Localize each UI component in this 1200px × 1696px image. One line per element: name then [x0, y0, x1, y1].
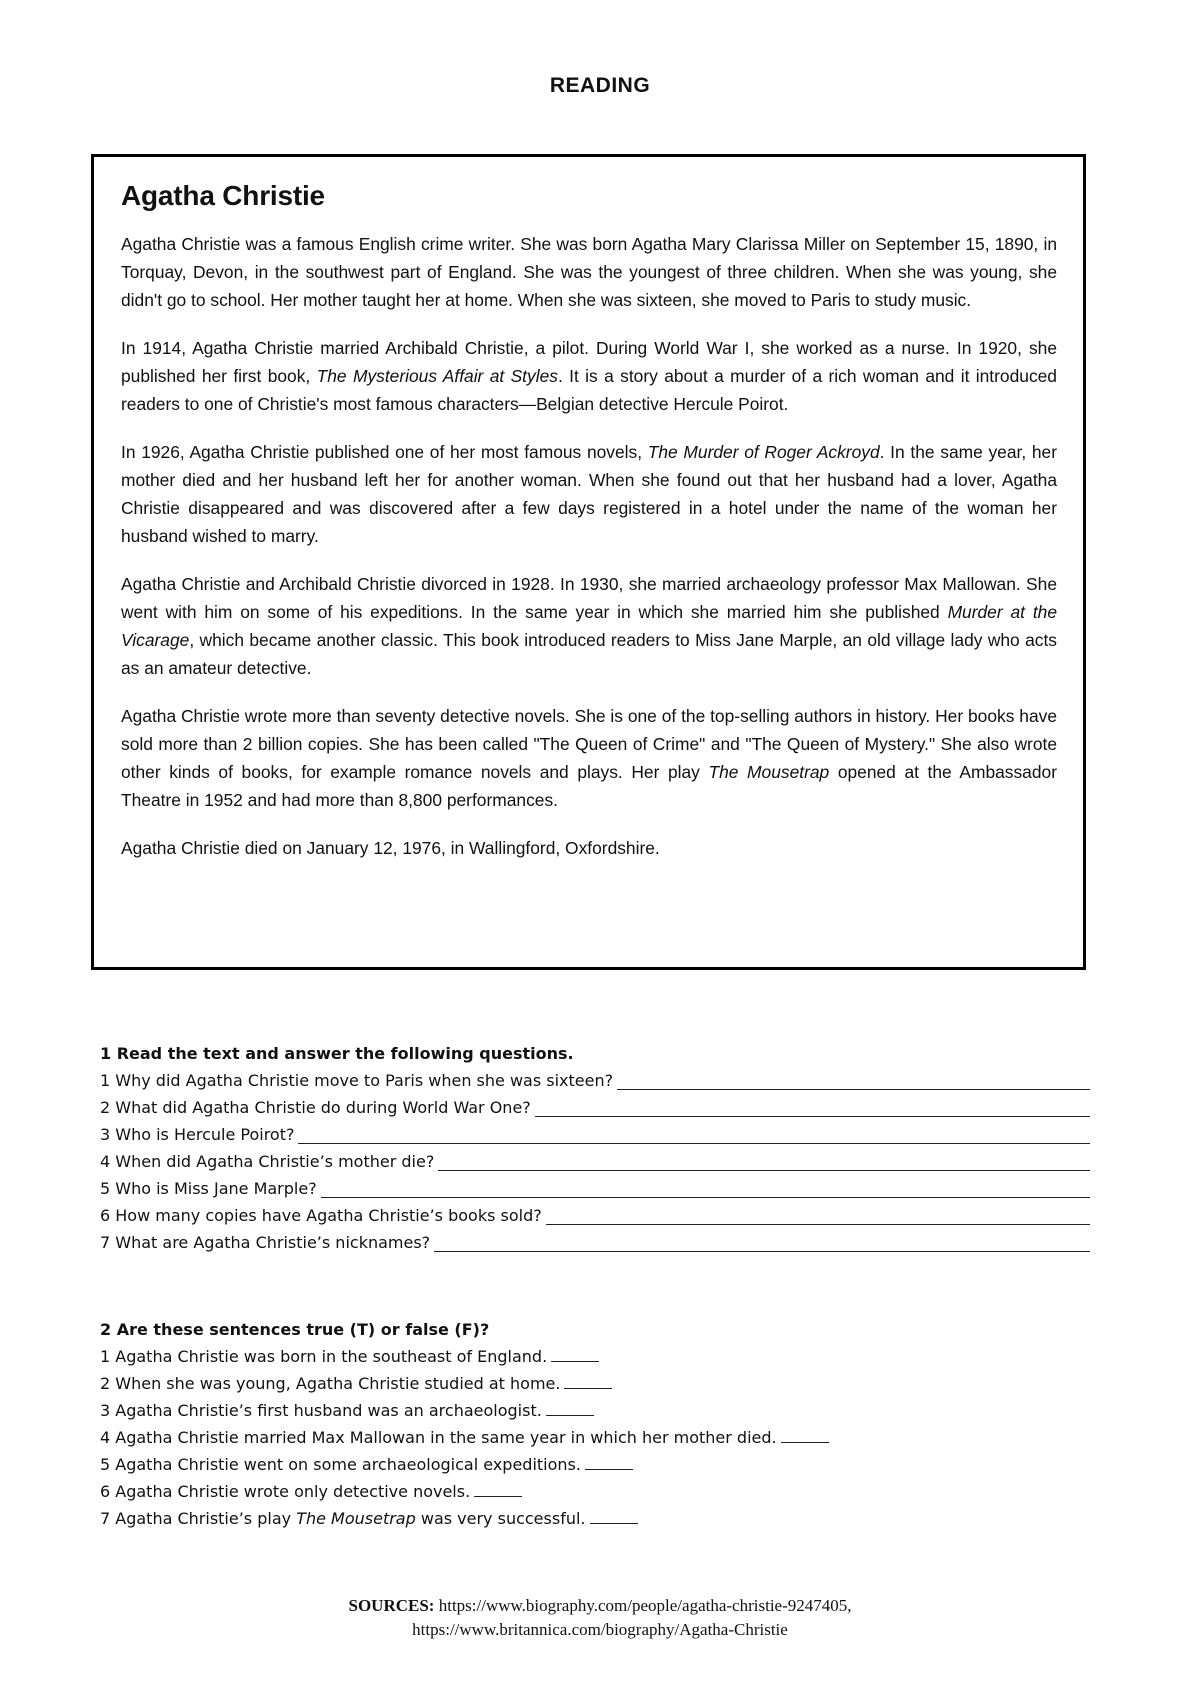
book-title: The Mysterious Affair at Styles	[316, 366, 558, 386]
statement-item: 6 Agatha Christie wrote only detective novels.	[100, 1478, 1090, 1505]
answer-blank[interactable]	[551, 1346, 599, 1362]
answer-line[interactable]	[321, 1178, 1090, 1198]
answer-line[interactable]	[434, 1232, 1090, 1252]
page-title: READING	[549, 74, 651, 97]
statement-item: 2 When she was young, Agatha Christie studied at home.	[100, 1370, 1090, 1397]
source-link-2: https://www.britannica.com/biography/Agatha-Christie	[412, 1620, 788, 1639]
question-item: 1 Why did Agatha Christie move to Paris when she was sixteen?	[100, 1067, 1090, 1094]
answer-blank[interactable]	[474, 1481, 522, 1497]
answer-blank[interactable]	[590, 1508, 638, 1524]
exercise-1-heading: 1 Read the text and answer the following questions.	[100, 1044, 574, 1063]
sources	[0, 1594, 1200, 1642]
book-title: The Murder of Roger Ackroyd	[647, 442, 880, 462]
article-paragraph-3: In 1926, Agatha Christie published one of her most famous novels, The Murder of Roger Ackroyd. In the same year, her mother died and her husband left her for another woman. When she found out that her husband had a lover, Agatha Christie disappeared and was discovered after a few days registered in a hotel under the name of the woman her husband wished to marry.	[121, 442, 1058, 546]
answer-blank[interactable]	[546, 1400, 594, 1416]
answer-blank[interactable]	[564, 1373, 612, 1389]
play-title: The Mousetrap	[296, 1509, 416, 1528]
answer-line[interactable]	[438, 1151, 1090, 1171]
article-title: Agatha Christie	[121, 180, 325, 211]
article-paragraph-4: Agatha Christie and Archibald Christie divorced in 1928. In 1930, she married archaeology professor Max Mallowan. She went with him on some of his expeditions. In the same year in which she married him she published Murder at the Vicarage, which became another classic. This book introduced readers to Miss Jane Marple, an old village lady who acts as an amateur detective.	[121, 574, 1058, 678]
question-item: 5 Who is Miss Jane Marple?	[100, 1175, 1090, 1202]
exercise-1	[100, 1040, 1090, 1256]
source-link-1: https://www.biography.com/people/agatha-christie-9247405,	[434, 1596, 852, 1615]
answer-line[interactable]	[617, 1070, 1090, 1090]
article-paragraph-1: Agatha Christie was a famous English crime writer. She was born Agatha Mary Clarissa Miller on September 15, 1890, in Torquay, Devon, in the southwest part of England. She was the youngest of three children. When she was young, she didn't go to school. Her mother taught her at home. When she was sixteen, she moved to Paris to study music.	[121, 234, 1057, 310]
play-title: The Mousetrap	[708, 762, 830, 782]
book-title: Murder at the Vicarage	[121, 602, 1058, 650]
answer-line[interactable]	[546, 1205, 1090, 1225]
article-paragraph-2: In 1914, Agatha Christie married Archibald Christie, a pilot. During World War I, she worked as a nurse. In 1920, she published her first book, The Mysterious Affair at Styles. It is a story about a murder of a rich woman and it introduced readers to one of Christie's most famous characters—Belgian detective Hercule Poirot.	[121, 338, 1057, 414]
statement-item: 7 Agatha Christie’s play The Mousetrap was very successful.	[100, 1505, 1090, 1532]
answer-blank[interactable]	[585, 1454, 633, 1470]
statement-item: 4 Agatha Christie married Max Mallowan in the same year in which her mother died.	[100, 1424, 1090, 1451]
article-paragraph-6: Agatha Christie died on January 12, 1976, in Wallingford, Oxfordshire.	[121, 838, 660, 858]
reading-text-box	[91, 154, 1086, 970]
sources-label: SOURCES:	[348, 1596, 435, 1615]
question-item: 2 What did Agatha Christie do during World War One?	[100, 1094, 1090, 1121]
question-item: 3 Who is Hercule Poirot?	[100, 1121, 1090, 1148]
statement-item: 3 Agatha Christie’s first husband was an archaeologist.	[100, 1397, 1090, 1424]
statement-item: 1 Agatha Christie was born in the southeast of England.	[100, 1343, 1090, 1370]
question-item: 7 What are Agatha Christie’s nicknames?	[100, 1229, 1090, 1256]
answer-blank[interactable]	[781, 1427, 829, 1443]
exercise-2	[100, 1316, 1090, 1532]
exercise-2-heading: 2 Are these sentences true (T) or false (F)?	[100, 1320, 490, 1339]
answer-line[interactable]	[535, 1097, 1090, 1117]
question-item: 4 When did Agatha Christie’s mother die?	[100, 1148, 1090, 1175]
answer-line[interactable]	[298, 1124, 1090, 1144]
question-item: 6 How many copies have Agatha Christie’s books sold?	[100, 1202, 1090, 1229]
article-paragraph-5: Agatha Christie wrote more than seventy detective novels. She is one of the top-selling authors in history. Her books have sold more than 2 billion copies. She has been called "The Queen of Crime" and "The Queen of Mystery." She also wrote other kinds of books, for example romance novels and plays. Her play The Mousetrap opened at the Ambassador Theatre in 1952 and had more than 8,800 performances.	[121, 706, 1057, 810]
statement-item: 5 Agatha Christie went on some archaeological expeditions.	[100, 1451, 1090, 1478]
